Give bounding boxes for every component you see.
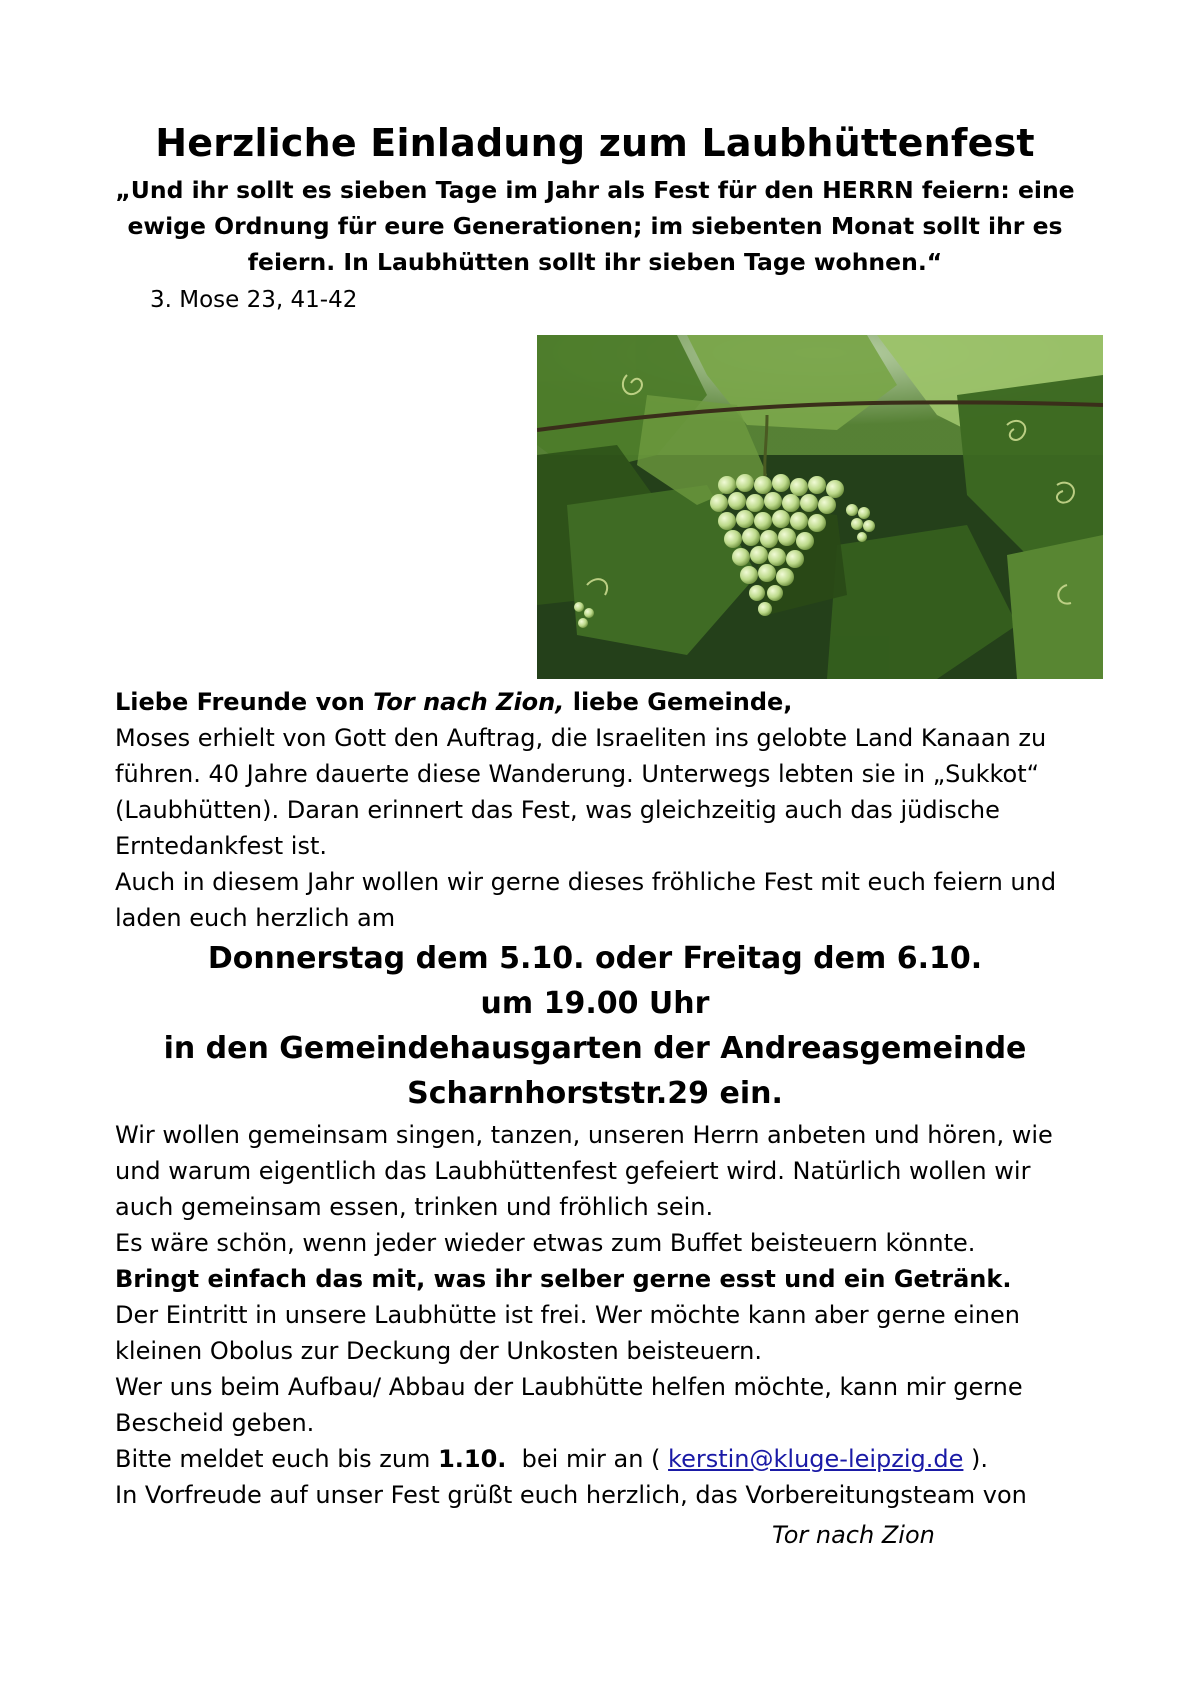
bring-note: Bringt einfach das mit, was ihr selber gerne esst und ein Getränk. <box>115 1265 1012 1293</box>
rsvp-suffix: ). <box>963 1445 989 1473</box>
text-line: Moses erhielt von Gott den Auftrag, die Israeliten ins gelobte Land Kanaan zu <box>115 724 1047 752</box>
intro-paragraph <box>115 720 1095 936</box>
text-line: Auch in diesem Jahr wollen wir gerne dieses fröhliche Fest mit euch feiern und <box>115 868 1057 896</box>
event-place: in den Gemeindehausgarten der Andreasgemeinde <box>163 1031 1027 1066</box>
grapevine-photo <box>537 335 1103 679</box>
event-time: um 19.00 Uhr <box>480 986 710 1021</box>
text-line: Wir wollen gemeinsam singen, tanzen, unseren Herrn anbeten und hören, wie <box>115 1121 1053 1149</box>
rsvp-line <box>115 1441 1095 1477</box>
closing-line: In Vorfreude auf unser Fest grüßt euch herzlich, das Vorbereitungsteam von <box>115 1481 1027 1509</box>
greeting-prefix: Liebe Freunde von <box>115 688 374 716</box>
greeting-org: Tor nach Zion, <box>373 688 565 716</box>
event-address: Scharnhorststr.29 ein. <box>407 1076 783 1111</box>
text-line: Es wäre schön, wenn jeder wieder etwas zum Buffet beisteuern könnte. <box>115 1229 976 1257</box>
text-line: und warum eigentlich das Laubhüttenfest gefeiert wird. Natürlich wollen wir <box>115 1157 1031 1185</box>
quote-line: ewige Ordnung für eure Generationen; im siebenten Monat sollt ihr es <box>127 212 1063 240</box>
text-line: führen. 40 Jahre dauerte diese Wanderung. Unterwegs lebten sie in „Sukkot“ <box>115 760 1040 788</box>
signature: Tor nach Zion <box>772 1521 935 1549</box>
rsvp-date: 1.10. <box>438 1445 507 1473</box>
quote-line: „Und ihr sollt es sieben Tage im Jahr als Fest für den HERRN feiern: eine <box>115 176 1075 204</box>
text-line: kleinen Obolus zur Deckung der Unkosten beisteuern. <box>115 1337 762 1365</box>
event-dates: Donnerstag dem 5.10. oder Freitag dem 6.10. <box>207 941 983 976</box>
text-line: auch gemeinsam essen, trinken und fröhlich sein. <box>115 1193 714 1221</box>
quote-line: feiern. In Laubhütten sollt ihr sieben Tage wohnen.“ <box>247 248 943 276</box>
bible-quote <box>110 172 1080 280</box>
text-line: laden euch herzlich am <box>115 904 396 932</box>
rsvp-prefix: Bitte meldet euch bis zum <box>115 1445 439 1473</box>
rsvp-middle: bei mir an ( <box>506 1445 669 1473</box>
bible-reference: 3. Mose 23, 41-42 <box>150 287 358 313</box>
greeting-suffix: liebe Gemeinde, <box>564 688 793 716</box>
event-details <box>0 936 1190 1116</box>
greeting <box>115 684 1095 720</box>
details-paragraph <box>115 1117 1095 1513</box>
text-line: (Laubhütten). Daran erinnert das Fest, was gleichzeitig auch das jüdische <box>115 796 1000 824</box>
page-title: Herzliche Einladung zum Laubhüttenfest <box>155 121 1035 165</box>
text-line: Der Eintritt in unsere Laubhütte ist frei. Wer möchte kann aber gerne einen <box>115 1301 1020 1329</box>
text-line: Wer uns beim Aufbau/ Abbau der Laubhütte helfen möchte, kann mir gerne <box>115 1373 1023 1401</box>
text-line: Erntedankfest ist. <box>115 832 328 860</box>
text-line: Bescheid geben. <box>115 1409 315 1437</box>
email-link[interactable]: kerstin@kluge-leipzig.de <box>668 1445 964 1473</box>
